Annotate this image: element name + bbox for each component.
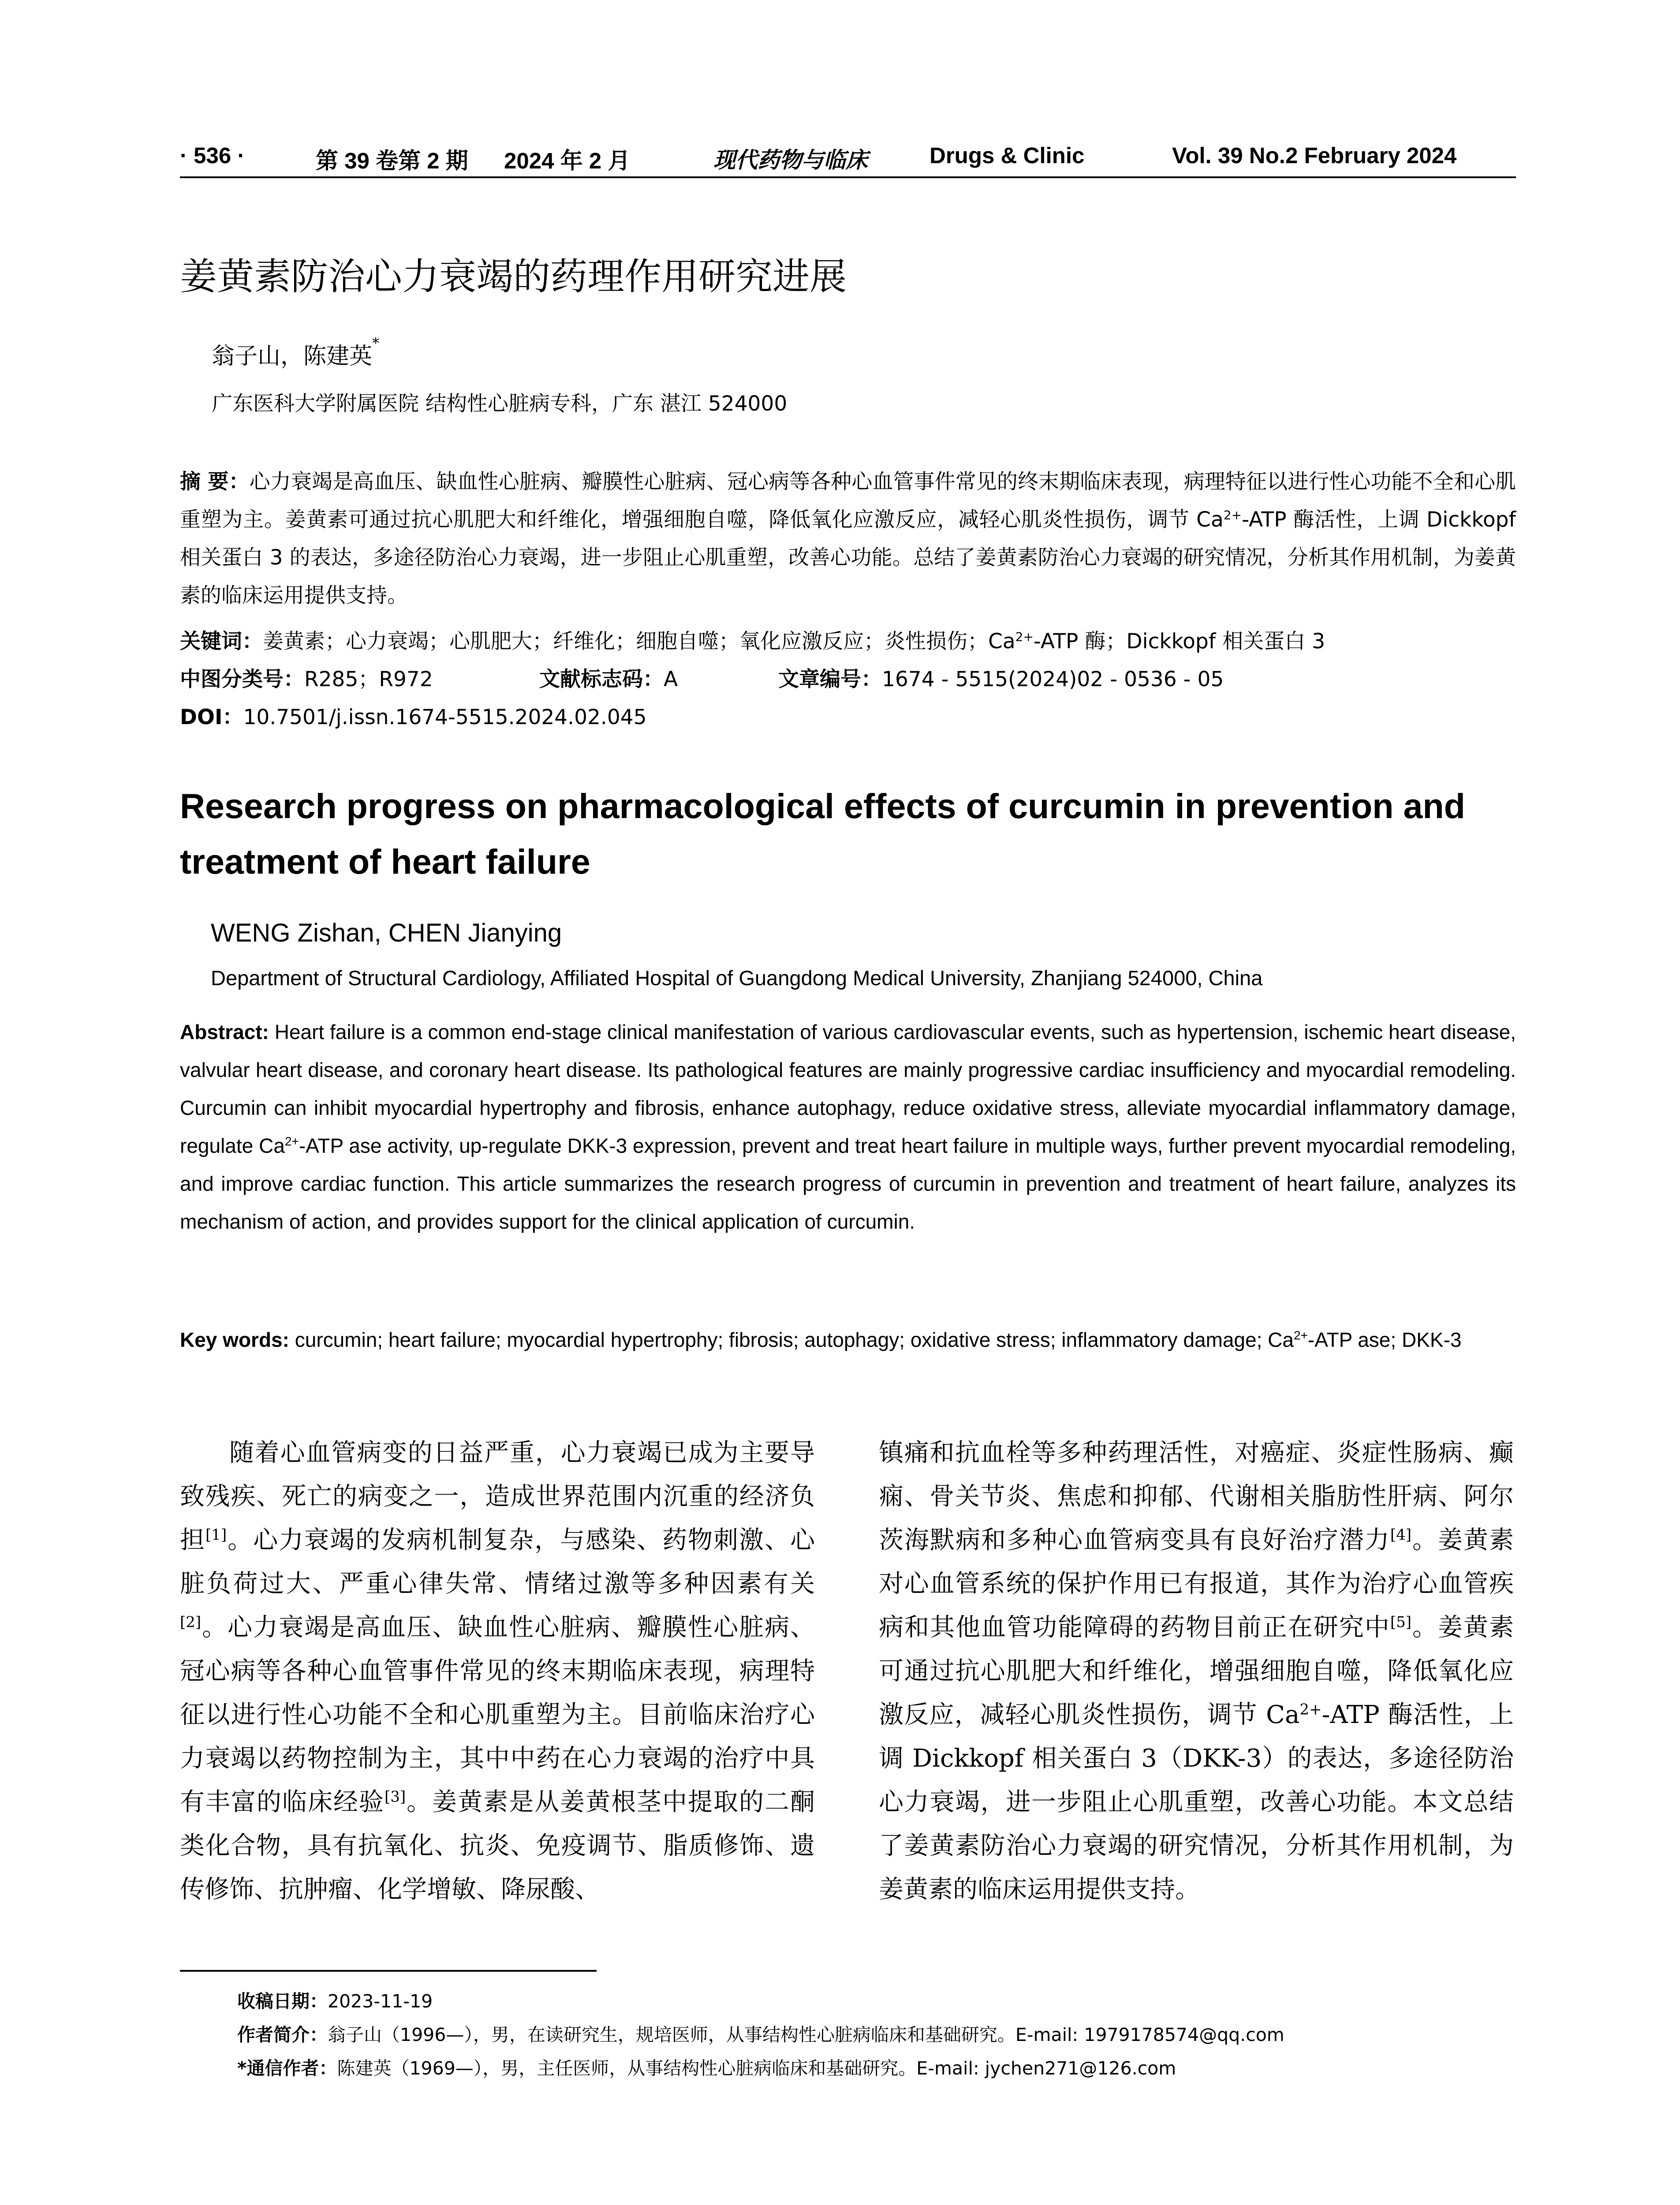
title-en: Research progress on pharmacological effects of curcumin in prevention and treatment of heart failure [180, 786, 1465, 881]
citation-ref: [5] [1390, 1613, 1412, 1631]
keywords-cn [180, 623, 1516, 661]
superscript: 2+ [1223, 508, 1242, 523]
affiliation-cn: 广东医科大学附属医院 结构性心脏病专科，广东 湛江 524000 [212, 392, 788, 416]
abstract-cn [180, 463, 1516, 615]
issue-en: Vol. 39 No.2 February 2024 [1172, 143, 1457, 168]
doi-label: DOI： [180, 705, 243, 729]
keywords-en-label: Key words: [180, 1328, 289, 1351]
article-value: 1674 - 5515(2024)02 - 0536 - 05 [882, 667, 1224, 691]
body-column-right [879, 1431, 1514, 1911]
title-cn: 姜黄素防治心力衰竭的药理作用研究进展 [180, 255, 847, 298]
superscript: 2+ [1299, 1700, 1322, 1719]
footnote-received [237, 1984, 1516, 2018]
author-bio-label: 作者简介： [237, 2024, 328, 2045]
corresponding-value: 陈建英（1969—），男，主任医师，从事结构性心脏病临床和基础研究。E-mail: jychen271@126.com [337, 2058, 1176, 2079]
body-text: 。心力衰竭的发病机制复杂，与感染、药物刺激、心脏负荷过大、严重心律失常、情绪过激等多种因素有关 [180, 1526, 815, 1598]
body-text: 。心力衰竭是高血压、缺血性心脏病、瓣膜性心脏病、冠心病等各种心血管事件常见的终末期临床表现，病理特征以进行性心功能不全和心肌重塑为主。目前临床治疗心力衰竭以药物控制为主，其中中药在心力衰竭的治疗中具有丰富的临床经验 [180, 1613, 815, 1816]
keywords-cn-text-cont: -ATP 酶；Dickkopf 相关蛋白 3 [1033, 629, 1325, 654]
date-cn: 2024 年 2 月 [504, 148, 631, 173]
authors-cn [212, 337, 379, 370]
abstract-cn-text: 心力衰竭是高血压、缺血性心脏病、瓣膜性心脏病、冠心病等各种心血管事件常见的终末期临床表现，病理特征以进行性心功能不全和心肌重塑为主。姜黄素可通过抗心肌肥大和纤维化，增强细胞自噬，降低氧化应激反应，减轻心肌炎性损伤，调节 Ca [180, 470, 1516, 532]
keywords-cn-label: 关键词： [180, 629, 263, 654]
body-text: 。姜黄素是从姜黄根茎中提取的二酮类化合物，具有抗氧化、抗炎、免疫调节、脂质修饰、遗传修饰、抗肿瘤、化学增敏、降尿酸、 [180, 1788, 815, 1904]
body-text: 随着心血管病变的日益严重，心力衰竭已成为主要导致残疾、死亡的病变之一，造成世界范围内沉重的经济负担 [180, 1439, 815, 1555]
body-column-left [180, 1431, 815, 1911]
superscript: 2+ [1293, 1328, 1308, 1342]
footnote-corresponding [237, 2052, 1516, 2085]
page-number: · 536 · [180, 143, 245, 168]
keywords-en-text: curcumin; heart failure; myocardial hypertrophy; fibrosis; autophagy; oxidative stress; inflammatory damage; Ca [289, 1328, 1294, 1351]
citation-ref: [3] [384, 1788, 406, 1806]
superscript: 2+ [284, 1134, 299, 1148]
doc-value: A [664, 667, 678, 691]
abstract-cn-label: 摘 要： [180, 470, 250, 494]
received-value: 2023-11-19 [328, 1991, 433, 2012]
superscript: 2+ [1015, 629, 1034, 644]
doc-code [539, 661, 678, 699]
clc-value: R285；R972 [304, 667, 433, 691]
keywords-cn-text: 姜黄素；心力衰竭；心肌肥大；纤维化；细胞自噬；氧化应激反应；炎性损伤；Ca [263, 629, 1015, 654]
body-text: 镇痛和抗血栓等多种药理活性，对癌症、炎症性肠病、癫痫、骨关节炎、焦虑和抑郁、代谢相关脂肪性肝病、阿尔茨海默病和多种心血管病变具有良好治疗潜力 [879, 1439, 1514, 1555]
clc-label: 中图分类号： [180, 667, 304, 691]
doc-label: 文献标志码： [539, 667, 664, 691]
body-text: 。姜黄素可通过抗心肌肥大和纤维化，增强细胞自噬，降低氧化应激反应，减轻心肌炎性损伤，调节 Ca [879, 1613, 1514, 1729]
authors-en: WENG Zishan, CHEN Jianying [211, 919, 562, 947]
affiliation-en: Department of Structural Cardiology, Affiliated Hospital of Guangdong Medical University, Zhanjiang 524000, China [211, 966, 1263, 990]
keywords-en-text-cont: -ATP ase; DKK-3 [1307, 1328, 1462, 1351]
journal-name-en: Drugs & Clinic [930, 143, 1085, 168]
journal-name-cn: 现代药物与临床 [713, 147, 868, 173]
keywords-en [180, 1321, 1516, 1359]
abstract-en-label: Abstract: [180, 1020, 269, 1043]
corresponding-label: *通信作者： [237, 2058, 337, 2079]
issue-cn: 第 39 卷第 2 期 [316, 148, 468, 173]
citation-ref: [1] [205, 1526, 227, 1544]
citation-ref: [2] [180, 1613, 202, 1631]
clc-code [180, 661, 433, 699]
footnote-rule [180, 1970, 597, 1972]
received-label: 收稿日期： [237, 1991, 328, 2012]
abstract-cn-text-cont: -ATP 酶活性，上调 Dickkopf 相关蛋白 3 的表达，多途径防治心力衰竭，进一步阻止心肌重塑，改善心功能。总结了姜黄素防治心力衰竭的研究情况，分析其作用机制，为姜黄素的临床运用提供支持。 [180, 508, 1516, 608]
article-label: 文章编号： [778, 667, 882, 691]
corresponding-mark: * [372, 335, 380, 351]
abstract-en [180, 1013, 1516, 1241]
header-rule [180, 176, 1516, 178]
article-number [778, 661, 1224, 699]
authors-cn-names: 翁子山，陈建英 [212, 343, 373, 370]
footnotes [237, 1984, 1516, 2085]
citation-ref: [4] [1390, 1526, 1412, 1544]
footnote-author-bio [237, 2018, 1516, 2052]
body-text: 。姜黄素对心血管系统的保护作用已有报道，其作为治疗心血管疾病和其他血管功能障碍的药物目前正在研究中 [879, 1526, 1514, 1642]
body-text: -ATP 酶活性，上调 Dickkopf 相关蛋白 3（DKK-3）的表达，多途径防治心力衰竭，进一步阻止心肌重塑，改善心功能。本文总结了姜黄素防治心力衰竭的研究情况，分析其作用机制，为姜黄素的临床运用提供支持。 [879, 1700, 1514, 1904]
abstract-en-text: Heart failure is a common end-stage clinical manifestation of various cardiovascular events, such as hypertension, ischemic heart disease, valvular heart disease, and coronary heart disease. Its pathological features are mainly progressive cardiac insufficiency and myocardial remodeling. Curcumin can inhibit myocardial hypertrophy and fibrosis, enhance autophagy, reduce oxidative stress, alleviate myocardial inflammatory damage, regulate Ca [180, 1020, 1516, 1157]
doi-value: 10.7501/j.issn.1674-5515.2024.02.045 [243, 705, 647, 729]
abstract-en-text-cont: -ATP ase activity, up-regulate DKK-3 expression, prevent and treat heart failure in multiple ways, further prevent myocardial remodeling, and improve cardiac function. This article summarizes the research progress of curcumin in prevention and treatment of heart failure, analyzes its mechanism of action, and provides support for the clinical application of curcumin. [180, 1134, 1516, 1233]
author-bio-value: 翁子山（1996—），男，在读研究生，规培医师，从事结构性心脏病临床和基础研究。E-mail: 1979178574@qq.com [328, 2024, 1284, 2045]
doi-line [180, 699, 1516, 736]
